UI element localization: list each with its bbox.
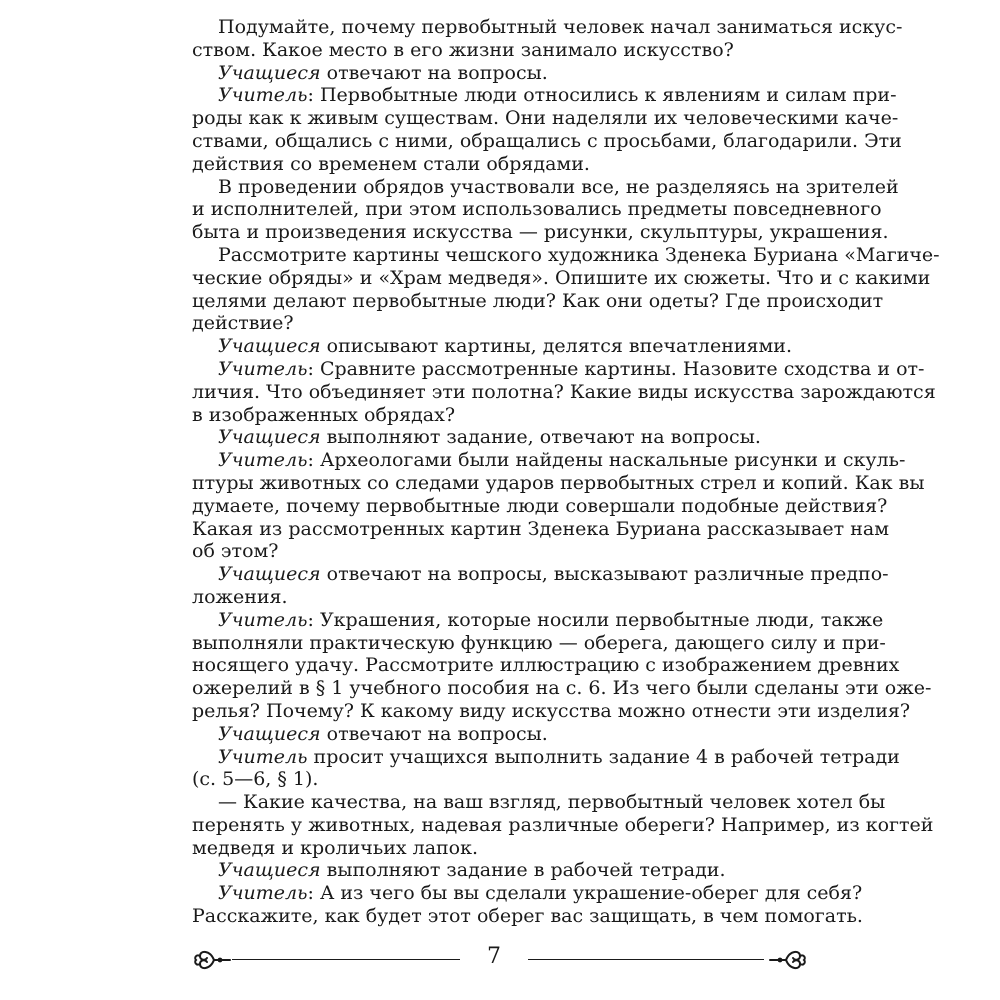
speaker-label: Учащиеся — [218, 61, 321, 84]
text-line — [192, 380, 936, 404]
speaker-label: Учитель — [218, 357, 308, 380]
speaker-label: Учащиеся — [218, 335, 321, 358]
line-text: : А из чего бы вы сделали украшение-оберег для себя? — [307, 882, 863, 905]
line-text: Какая из рассмотренных картин Зденека Буриана рассказывает нам — [192, 517, 889, 540]
text-line — [192, 608, 884, 632]
line-text: отвечают на вопросы. — [320, 61, 548, 84]
flourish-ornament-icon — [192, 942, 232, 978]
line-text: : Первобытные люди относились к явлениям и силам при- — [307, 84, 897, 107]
text-line — [192, 426, 808, 449]
text-line — [192, 563, 889, 586]
text-line — [192, 882, 863, 905]
line-text: выполняют задание в рабочей тетради. — [320, 859, 726, 882]
line-text: действие? — [192, 312, 294, 335]
speaker-label: Учитель — [218, 882, 308, 905]
text-line — [192, 791, 886, 814]
line-text: птуры животных со следами ударов первобытных стрел и копий. Как вы — [192, 471, 925, 494]
line-text: Рассмотрите картины чешского художника Зденека Буриана «Магиче- — [218, 243, 940, 266]
line-text: роды как к живым существам. Они наделяли их человеческими каче- — [192, 107, 899, 130]
text-line — [192, 198, 882, 221]
text-line — [192, 837, 808, 860]
speaker-label: Учитель — [218, 449, 308, 472]
line-text: быта и произведения искусства — рисунки, скульптуры, украшения. — [192, 221, 889, 244]
line-text: медведя и кроличьих лапок. — [192, 836, 479, 859]
text-line — [192, 471, 925, 495]
text-line — [192, 335, 808, 358]
line-text: (с. 5—6, § 1). — [192, 768, 319, 791]
text-line — [192, 768, 808, 791]
text-line — [192, 153, 808, 176]
text-line — [192, 39, 808, 62]
speaker-label: Учащиеся — [218, 722, 321, 745]
line-text: Подумайте, почему первобытный человек начал заниматься искус- — [218, 16, 903, 38]
line-text: : Сравните рассмотренные картины. Назовите сходства и от- — [307, 357, 925, 380]
line-text: В проведении обрядов участвовали все, не разделяясь на зрителей — [218, 175, 899, 198]
text-line — [192, 16, 903, 39]
body-text — [192, 16, 940, 928]
text-line — [192, 677, 932, 700]
text-line — [192, 540, 808, 563]
text-line — [192, 905, 863, 928]
line-text: ожерелий в § 1 учебного пособия на с. 6. Из чего были сделаны эти оже- — [192, 677, 932, 700]
line-text: — Какие качества, на ваш взгляд, первобытный человек хотел бы — [218, 791, 886, 814]
text-line — [192, 859, 808, 882]
flourish-ornament-icon — [768, 942, 808, 978]
page-footer — [190, 934, 810, 984]
text-line — [192, 745, 900, 769]
speaker-label: Учитель — [218, 608, 308, 631]
text-line — [192, 243, 940, 267]
line-text: описывают картины, делятся впечатлениями. — [320, 335, 792, 358]
line-text: действия со временем стали обрядами. — [192, 152, 590, 175]
text-line — [192, 404, 808, 427]
text-line — [192, 723, 808, 746]
text-line — [192, 289, 884, 313]
text-line — [192, 62, 808, 85]
text-line — [192, 517, 889, 541]
text-line — [192, 107, 899, 130]
line-text: целями делают первобытные люди? Как они одеты? Где происходит — [192, 289, 884, 312]
line-text: Расскажите, как будет этот оберег вас защищать, в чем помогать. — [192, 905, 863, 928]
text-line — [192, 84, 897, 107]
line-text: ством. Какое место в его жизни занимало искусство? — [192, 38, 734, 61]
line-text: выполняют задание, отвечают на вопросы. — [320, 426, 761, 449]
speaker-label: Учитель — [218, 745, 308, 768]
line-text: ческие обряды» и «Храм медведя». Опишите их сюжеты. Что и с какими — [192, 266, 931, 289]
text-line — [192, 129, 902, 153]
line-text: и исполнителей, при этом использовались предметы повседневного — [192, 198, 882, 221]
text-line — [192, 494, 888, 518]
line-text: просит учащихся выполнить задание 4 в рабочей тетради — [307, 745, 900, 768]
text-line — [192, 813, 934, 837]
speaker-label: Учащиеся — [218, 859, 321, 882]
text-line — [192, 586, 808, 609]
text-line — [192, 449, 906, 472]
text-line — [192, 699, 911, 723]
line-text: : Украшения, которые носили первобытные люди, также — [307, 608, 884, 631]
line-text: личия. Что объединяет эти полотна? Какие виды искусства зарождаются — [192, 380, 936, 403]
line-text: думаете, почему первобытные люди совершали подобные действия? — [192, 494, 888, 517]
page-number: 7 — [487, 944, 501, 969]
footer-rule-left — [232, 959, 460, 960]
text-line — [192, 266, 931, 290]
text-line — [192, 357, 925, 381]
speaker-label: Учитель — [218, 84, 308, 107]
line-text: в изображенных обрядах? — [192, 403, 456, 426]
text-line — [192, 631, 886, 655]
line-text: перенять у животных, надевая различные обереги? Например, из когтей — [192, 813, 934, 836]
line-text: ствами, общались с ними, обращались с просьбами, благодарили. Эти — [192, 129, 902, 152]
text-line — [192, 175, 899, 199]
footer-rule-right — [528, 959, 764, 960]
speaker-label: Учащиеся — [218, 426, 321, 449]
line-text: ложения. — [192, 585, 288, 608]
line-text: носящего удачу. Рассмотрите иллюстрацию с изображением древних — [192, 654, 900, 677]
line-text: релья? Почему? К какому виду искусства можно отнести эти изделия? — [192, 699, 911, 722]
line-text: отвечают на вопросы, высказывают различные предпо- — [320, 563, 889, 586]
line-text: : Археологами были найдены наскальные рисунки и скуль- — [307, 449, 906, 472]
text-line — [192, 312, 808, 335]
text-line — [192, 221, 889, 244]
line-text: выполняли практическую функцию — оберега, дающего силу и при- — [192, 631, 886, 654]
line-text: отвечают на вопросы. — [320, 722, 548, 745]
text-line — [192, 654, 900, 677]
speaker-label: Учащиеся — [218, 563, 321, 586]
line-text: об этом? — [192, 540, 279, 563]
